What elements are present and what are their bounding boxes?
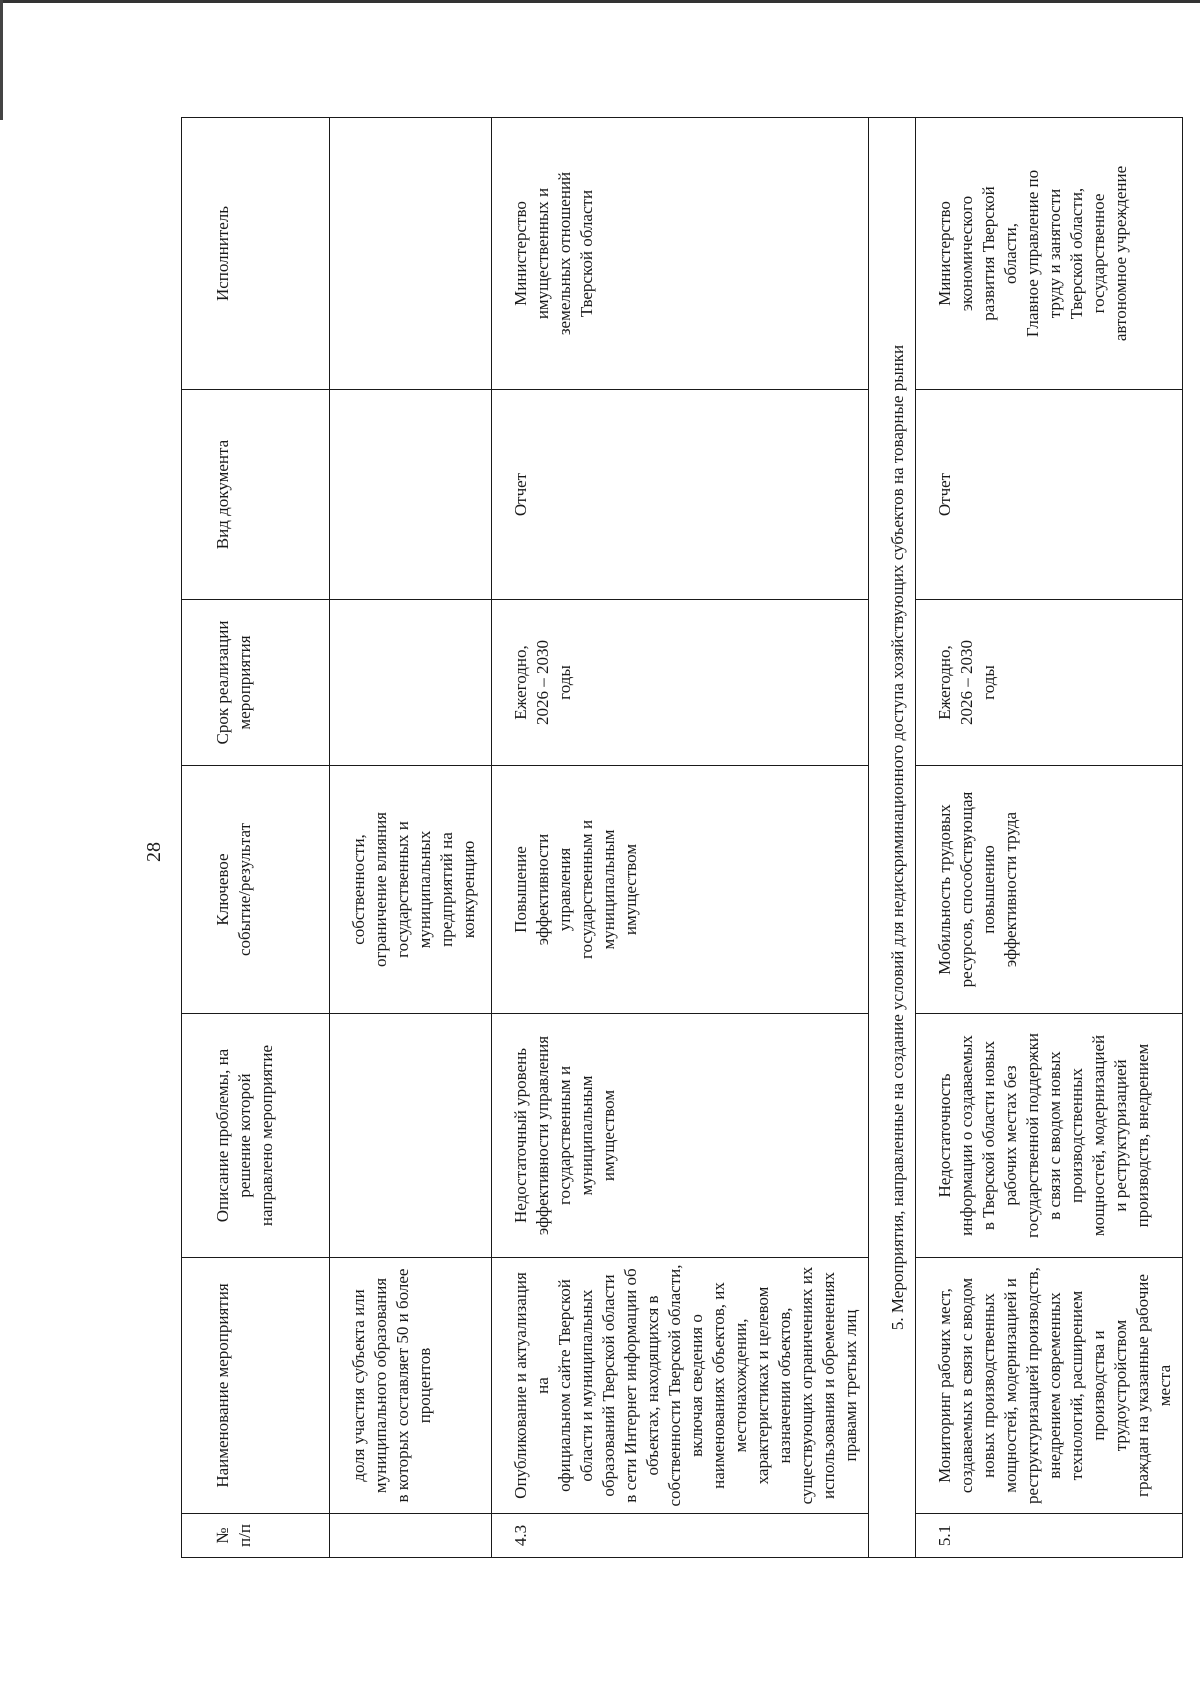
row-num: 5.1 [916,1514,1183,1558]
row-num [330,1514,492,1558]
table-row [916,118,1183,1558]
row-problem: Недостаточность информации о создаваемых в Тверской области новых рабочих местах без государственной поддержки в связи с вводом новых производственных мощностей, модернизацией и реструктуризацией производств, внедрением [916,1014,1183,1258]
header-problem: Описание проблемы, на решение которой направлено мероприятие [182,1014,330,1258]
page-number: 28 [143,842,165,862]
scan-edge-top [0,0,1200,3]
table-header-row [182,118,330,1558]
header-term: Срок реализации мероприятия [182,600,330,766]
row-term: Ежегодно, 2026 – 2030 годы [916,600,1183,766]
row-name: Мониторинг рабочих мест, создаваемых в связи с вводом новых производственных мощностей, модернизацией и реструктуризацией производств, внедрением современных технологий, расширением производства и трудоустройством граждан на указанные рабочие места [916,1258,1183,1514]
row-result: Мобильность трудовых ресурсов, способствующая повышению эффективности труда [916,766,1183,1014]
measures-table [181,117,1183,1558]
table-row [330,118,492,1558]
row-executor [330,118,492,390]
row-problem [330,1014,492,1258]
section-row [869,118,916,1558]
section-title: 5. Мероприятия, направленные на создание условий для недискриминационного доступа хозяйствующих субъектов на товарные рынки [869,118,916,1558]
rotated-table-sheet [181,118,1174,1558]
header-num: № п/п [182,1514,330,1558]
row-num: 4.3 [492,1514,869,1558]
row-name: Опубликование и актуализация на официальном сайте Тверской области и муниципальных образований Тверской области в сети Интернет информации об объектах, находящихся в собственности Тверской области, включая сведения о наименованиях объектов, их местонахождении, характеристиках и целевом назначении объектов, существующих ограничениях их использования и обременениях правами третьих лиц [492,1258,869,1514]
header-name: Наименование мероприятия [182,1258,330,1514]
row-doc [330,390,492,600]
row-executor: Министерство экономического развития Тверской области, Главное управление по труду и занятости Тверской области, государственное автономное учреждение [916,118,1183,390]
row-term: Ежегодно, 2026 – 2030 годы [492,600,869,766]
row-result: Повышение эффективности управления государственным и муниципальным имуществом [492,766,869,1014]
row-doc: Отчет [492,390,869,600]
row-doc: Отчет [916,390,1183,600]
row-name: доля участия субъекта или муниципального образования в которых составляет 50 и более процентов [330,1258,492,1514]
row-term [330,600,492,766]
header-executor: Исполнитель [182,118,330,390]
header-doc: Вид документа [182,390,330,600]
row-result: собственности, ограничение влияния государственных и муниципальных предприятий на конкуренцию [330,766,492,1014]
row-executor: Министерство имущественных и земельных отношений Тверской области [492,118,869,390]
scan-edge-left [0,0,3,120]
table-row [492,118,869,1558]
header-result: Ключевое событие/результат [182,766,330,1014]
row-problem: Недостаточный уровень эффективности управления государственным и муниципальным имуществом [492,1014,869,1258]
